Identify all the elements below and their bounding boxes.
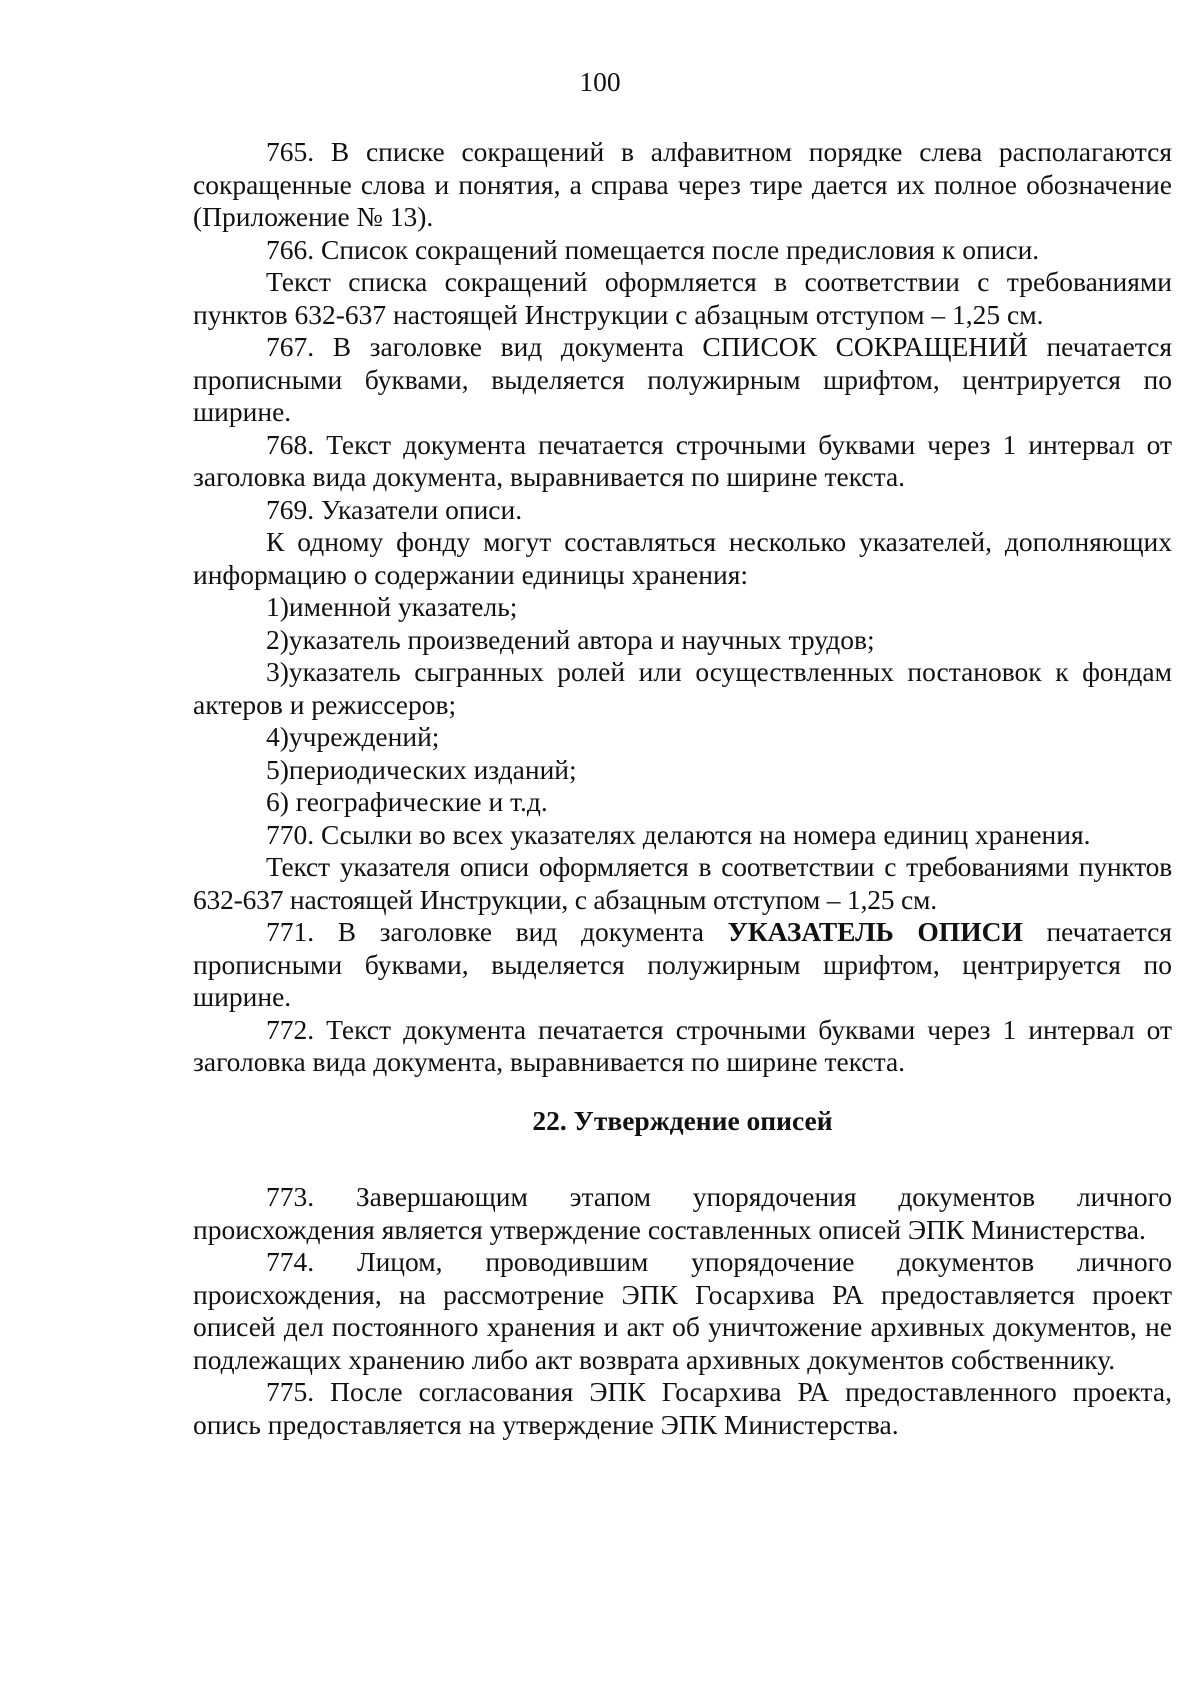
paragraph-769: 769. Указатели описи.	[266, 493, 523, 525]
list-item-5: 5)периодических изданий;	[266, 753, 577, 785]
document-body	[193, 136, 1172, 1441]
paragraph-769-text: К одному фонду могут составляться несколько указателей, дополняющих информацию о содержании единицы хранения:	[193, 526, 1172, 590]
paragraph-766: 766. Список сокращений помещается после предисловия к описи.	[266, 233, 1040, 265]
paragraph-773: 773. Завершающим этапом упорядочения документов личного происхождения является утверждение составленных описей ЭПК Министерства.	[193, 1181, 1172, 1245]
section-heading: 22. Утверждение описей	[532, 1104, 833, 1136]
paragraph-771-start: 771. В заголовке вид документа	[266, 916, 728, 947]
paragraph-775: 775. После согласования ЭПК Госархива РА предоставленного проекта, опись предоставляется на утверждение ЭПК Министерства.	[193, 1376, 1172, 1440]
paragraph-765: 765. В списке сокращений в алфавитном порядке слева располагаются сокращенные слова и понятия, а справа через тире дается их полное обозначение (Приложение № 13).	[193, 136, 1172, 232]
paragraph-766-text: Текст списка сокращений оформляется в соответствии с требованиями пунктов 632-637 настоящей Инструкции с абзацным отступом – 1,25 см.	[193, 266, 1172, 330]
list-item-1: 1)именной указатель;	[266, 591, 518, 622]
paragraph-770-text: Текст указателя описи оформляется в соответствии с требованиями пунктов 632-637 настоящей Инструкции, с абзацным отступом – 1,25 см.	[193, 851, 1172, 915]
paragraph-771-end: печатается прописными буквами, выделяется полужирным шрифтом, центрируется по ширине.	[193, 916, 1172, 1012]
paragraph-770: 770. Ссылки во всех указателях делаются на номера единиц хранения.	[266, 818, 1091, 850]
list-item-2: 2)указатель произведений автора и научных трудов;	[266, 623, 875, 655]
paragraph-771-bold: УКАЗАТЕЛЬ ОПИСИ	[727, 916, 1023, 947]
paragraph-768: 768. Текст документа печатается строчными буквами через 1 интервал от заголовка вида документа, выравнивается по ширине текста.	[193, 428, 1172, 492]
paragraph-767: 767. В заголовке вид документа СПИСОК СОКРАЩЕНИЙ печатается прописными буквами, выделяется полужирным шрифтом, центрируется по ширине.	[193, 331, 1172, 427]
list-item-6: 6) географические и т.д.	[266, 786, 548, 817]
paragraph-772: 772. Текст документа печатается строчными буквами через 1 интервал от заголовка вида документа, выравнивается по ширине текста.	[193, 1013, 1172, 1077]
list-item-4: 4)учреждений;	[266, 721, 440, 752]
paragraph-771	[193, 916, 1172, 1014]
paragraph-774: 774. Лицом, проводившим упорядочение документов личного происхождения, на рассмотрение ЭПК Госархива РА предоставляется проект описей дел постоянного хранения и акт об уничтожение архивных документов, не подлежащих хранению либо акт возврата архивных документов собственнику.	[193, 1246, 1172, 1375]
list-item-3: 3)указатель сыгранных ролей или осуществленных постановок к фондам актеров и режиссеров;	[193, 656, 1172, 720]
page-number: 100	[579, 66, 621, 97]
